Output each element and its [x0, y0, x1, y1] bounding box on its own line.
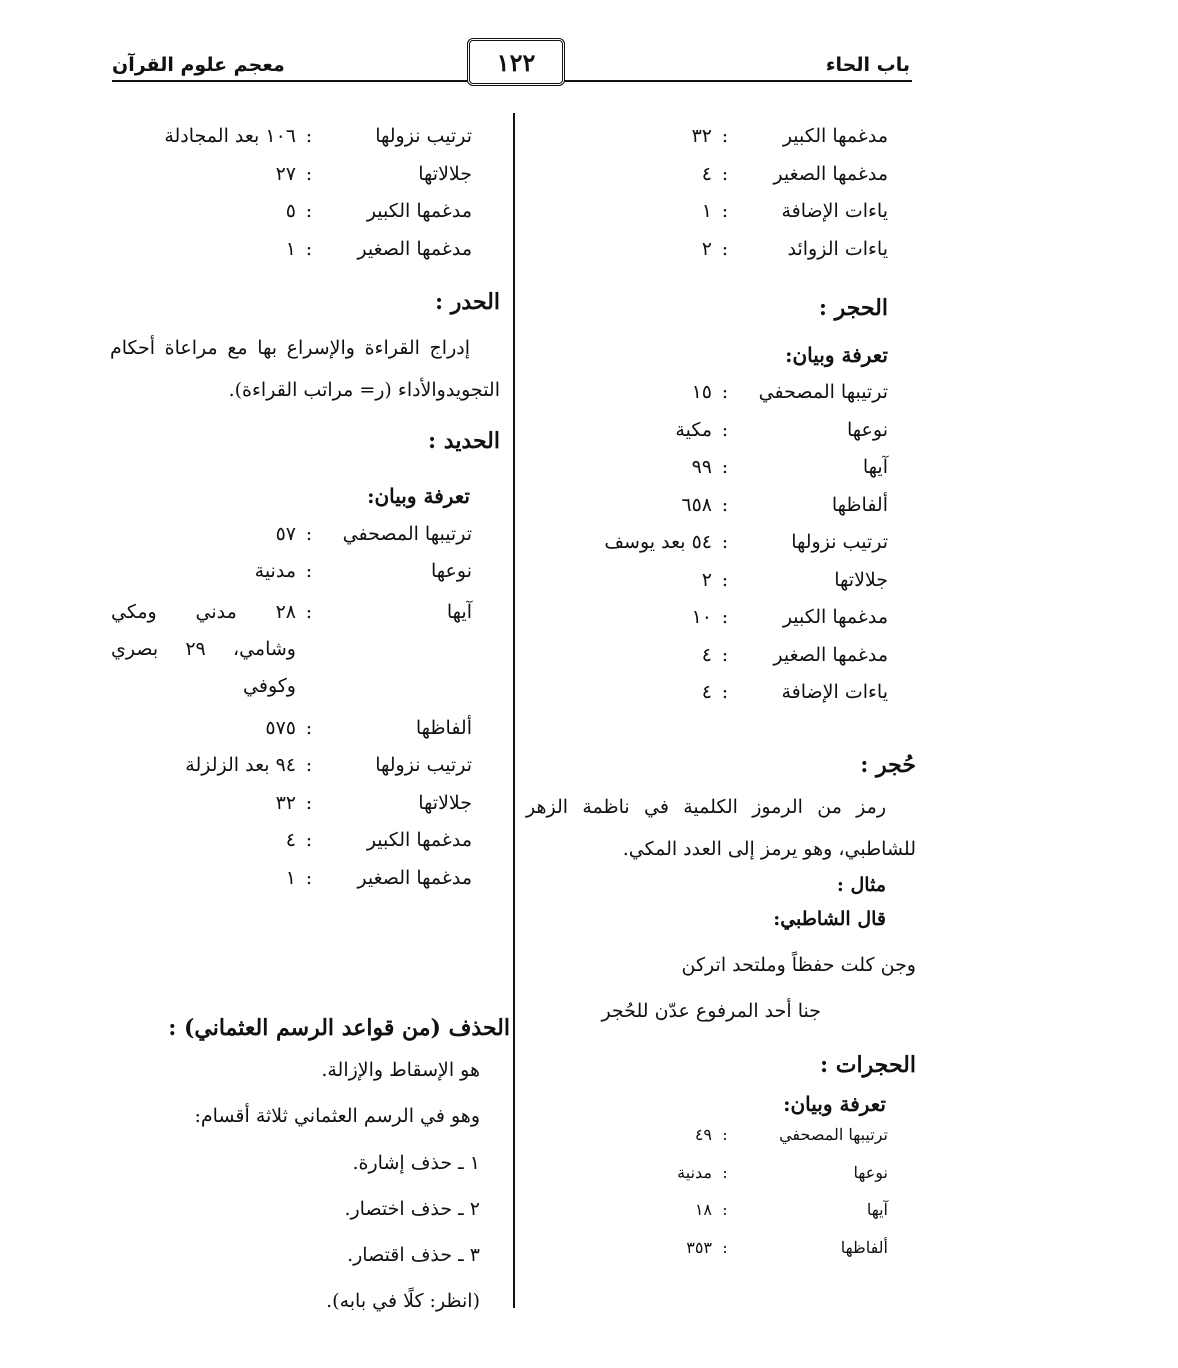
- row-label: مدغمها الكبير: [782, 125, 888, 148]
- row-label: ترتيب نزولها: [375, 754, 472, 777]
- row-value: مدنية: [677, 1162, 712, 1182]
- section-heading-hadr: الحدر :: [435, 289, 500, 315]
- row-label: آيها: [446, 601, 472, 623]
- list-item: ٢ ـ حذف اختصار.: [344, 1198, 480, 1220]
- row-value: ٤: [701, 162, 712, 185]
- right-top-rows: [508, 118, 888, 268]
- row-label: ياءات الزوائد: [787, 237, 888, 260]
- table-row: [526, 1229, 888, 1267]
- row-label: ترتيبها المصحفي: [779, 1125, 888, 1145]
- row-value: ٥٤ بعد يوسف: [604, 531, 712, 554]
- row-colon: :: [722, 1162, 728, 1182]
- row-colon: :: [721, 237, 729, 260]
- list-item: ١ ـ حذف إشارة.: [352, 1152, 480, 1174]
- row-colon: :: [305, 237, 313, 260]
- row-colon: :: [721, 381, 729, 404]
- row-value: ٣٢: [275, 791, 296, 814]
- row-value: ٢: [701, 568, 712, 591]
- table-row: [110, 553, 472, 591]
- row-colon: :: [305, 200, 313, 223]
- row-value: ٩٤ بعد الزلزلة: [185, 754, 296, 777]
- table-row: [110, 784, 472, 822]
- row-label: جلالاتها: [418, 162, 472, 185]
- row-label: مدغمها الصغير: [357, 866, 472, 889]
- row-colon: :: [305, 829, 313, 852]
- section-heading-hadhf: الحذف (من قواعد الرسم العثماني) :: [168, 1015, 510, 1041]
- row-colon: :: [721, 200, 729, 223]
- row-colon: :: [721, 162, 729, 185]
- left-column: [110, 118, 500, 897]
- row-value: ٤: [701, 681, 712, 704]
- row-value: ١٥: [691, 381, 712, 404]
- row-colon: :: [721, 418, 729, 441]
- table-row: [508, 637, 888, 675]
- table-row: [526, 1116, 888, 1154]
- row-label: مدغمها الصغير: [773, 643, 888, 666]
- table-row: [508, 524, 888, 562]
- row-value: ١٠: [691, 606, 712, 629]
- table-row: [508, 374, 888, 412]
- quote-intro: قال الشاطبي:: [773, 908, 886, 930]
- row-label: ترتيبها المصحفي: [758, 381, 888, 404]
- subheading: تعرفة وبيان:: [367, 484, 470, 508]
- row-label: آيها: [862, 456, 888, 479]
- row-colon: :: [305, 125, 313, 148]
- row-label: نوعها: [853, 1162, 888, 1182]
- chapter-title: باب الحاء: [825, 54, 910, 76]
- left-top-rows: [110, 118, 472, 268]
- table-row: [508, 449, 888, 487]
- book-title: معجم علوم القرآن: [112, 54, 285, 76]
- table-row: [508, 562, 888, 600]
- row-label: ياءات الإضافة: [781, 681, 888, 704]
- row-value: ٥: [285, 200, 296, 223]
- hijr-rows: [508, 374, 888, 712]
- row-colon: :: [305, 791, 313, 814]
- right-column-lower: [526, 752, 916, 1266]
- row-colon: :: [721, 531, 729, 554]
- subheading: تعرفة وبيان:: [783, 1092, 886, 1116]
- table-row: [110, 709, 472, 747]
- row-label: مدغمها الصغير: [773, 162, 888, 185]
- row-colon: :: [721, 568, 729, 591]
- row-colon: :: [305, 522, 313, 545]
- row-colon: :: [722, 1125, 728, 1145]
- row-label: نوعها: [431, 560, 472, 583]
- table-row: [110, 747, 472, 785]
- page-number: ١٢٢: [467, 38, 565, 86]
- table-row: [110, 859, 472, 897]
- row-value: مدنية: [254, 560, 296, 583]
- table-row: [508, 193, 888, 231]
- row-value: ٣٥٣: [686, 1237, 712, 1257]
- row-colon: :: [721, 125, 729, 148]
- section-heading-hadid: الحديد :: [427, 428, 500, 454]
- table-row: [508, 487, 888, 525]
- see-also-note: (انظر: كلًا في بابه).: [326, 1290, 480, 1312]
- row-value: ٤: [285, 829, 296, 852]
- hadr-paragraph: إدراج القراءة والإسراع بها مع مراعاة أحكام التجويدوالأداء (ر= مراتب القراءة).: [110, 337, 500, 401]
- row-label: ألفاظها: [831, 493, 888, 516]
- row-label: نوعها: [847, 418, 888, 441]
- row-colon: :: [721, 643, 729, 666]
- row-value: ٥٧: [275, 522, 296, 545]
- hadhf-definition: هو الإسقاط والإزالة.: [321, 1059, 480, 1081]
- row-colon: :: [722, 1200, 728, 1220]
- left-column-lower: [110, 1008, 510, 1324]
- row-value: ٣٢: [691, 125, 712, 148]
- row-value: ٩٩: [691, 456, 712, 479]
- table-row: [110, 231, 472, 269]
- table-row: [508, 599, 888, 637]
- row-colon: :: [722, 1237, 728, 1257]
- table-row: [110, 515, 472, 553]
- row-label: مدغمها الكبير: [782, 606, 888, 629]
- row-colon: :: [305, 754, 313, 777]
- table-row: [110, 822, 472, 860]
- row-value: ٢٧: [275, 162, 296, 185]
- hujur-paragraph: رمز من الرموز الكلمية في ناظمة الزهر للشاطبي، وهو يرمز إلى العدد المكي.: [526, 796, 916, 860]
- row-label: ترتيبها المصحفي: [342, 522, 472, 545]
- section-heading-hujurat: الحجرات :: [820, 1052, 916, 1078]
- hujurat-rows: [526, 1116, 888, 1266]
- row-value: ٦٥٨: [681, 493, 712, 516]
- row-value: ١٨: [694, 1200, 712, 1220]
- row-label: ألفاظها: [840, 1237, 888, 1257]
- row-label: ياءات الإضافة: [781, 200, 888, 223]
- row-value: ١: [701, 200, 712, 223]
- row-colon: :: [305, 162, 313, 185]
- row-label: مدغمها الكبير: [366, 829, 472, 852]
- table-row: [110, 156, 472, 194]
- row-label: مدغمها الصغير: [357, 237, 472, 260]
- example-label: مثال :: [836, 874, 886, 896]
- row-colon: :: [721, 681, 729, 704]
- row-colon: :: [721, 456, 729, 479]
- row-value: مكية: [675, 418, 712, 441]
- verse-line-1: وجن كلت حفظاً وملتحد اتركن: [681, 954, 916, 976]
- table-row: [508, 118, 888, 156]
- row-label: جلالاتها: [834, 568, 888, 591]
- table-row: [110, 594, 472, 705]
- table-row: [526, 1191, 888, 1229]
- hadhf-intro: وهو في الرسم العثماني ثلاثة أقسام:: [194, 1105, 480, 1127]
- hadid-rows: [110, 515, 472, 897]
- table-row: [508, 412, 888, 450]
- row-colon: :: [721, 493, 729, 516]
- table-row: [110, 118, 472, 156]
- row-label: جلالاتها: [418, 791, 472, 814]
- row-value: ٢: [701, 237, 712, 260]
- row-value: ٤: [701, 643, 712, 666]
- row-label: ألفاظها: [415, 716, 472, 739]
- table-row: [508, 674, 888, 712]
- row-colon: :: [305, 716, 313, 739]
- row-colon: :: [305, 560, 313, 583]
- subheading: تعرفة وبيان:: [785, 343, 888, 367]
- row-value: ١: [285, 866, 296, 889]
- row-value: ٥٧٥: [265, 716, 296, 739]
- section-heading-hijr: الحجر :: [818, 295, 888, 321]
- row-label: مدغمها الكبير: [366, 200, 472, 223]
- row-colon: :: [305, 866, 313, 889]
- list-item: ٣ ـ حذف اقتصار.: [347, 1244, 480, 1266]
- verse-line-2: جنا أحد المرفوع عدّن للحُجر: [601, 1000, 821, 1022]
- table-row: [508, 156, 888, 194]
- row-label: آيها: [866, 1200, 888, 1220]
- row-value: ٢٨ مدني ومكي وشامي، ٢٩ بصري وكوفي: [111, 601, 296, 697]
- row-value: ١: [285, 237, 296, 260]
- table-row: [526, 1154, 888, 1192]
- right-column: [508, 118, 888, 712]
- section-heading-hujur: حُجر :: [860, 752, 916, 778]
- row-colon: :: [305, 601, 313, 623]
- row-value: ١٠٦ بعد المجادلة: [164, 125, 296, 148]
- table-row: [508, 231, 888, 269]
- row-label: ترتيب نزولها: [791, 531, 888, 554]
- row-value: ٤٩: [694, 1125, 712, 1145]
- table-row: [110, 193, 472, 231]
- row-label: ترتيب نزولها: [375, 125, 472, 148]
- row-colon: :: [721, 606, 729, 629]
